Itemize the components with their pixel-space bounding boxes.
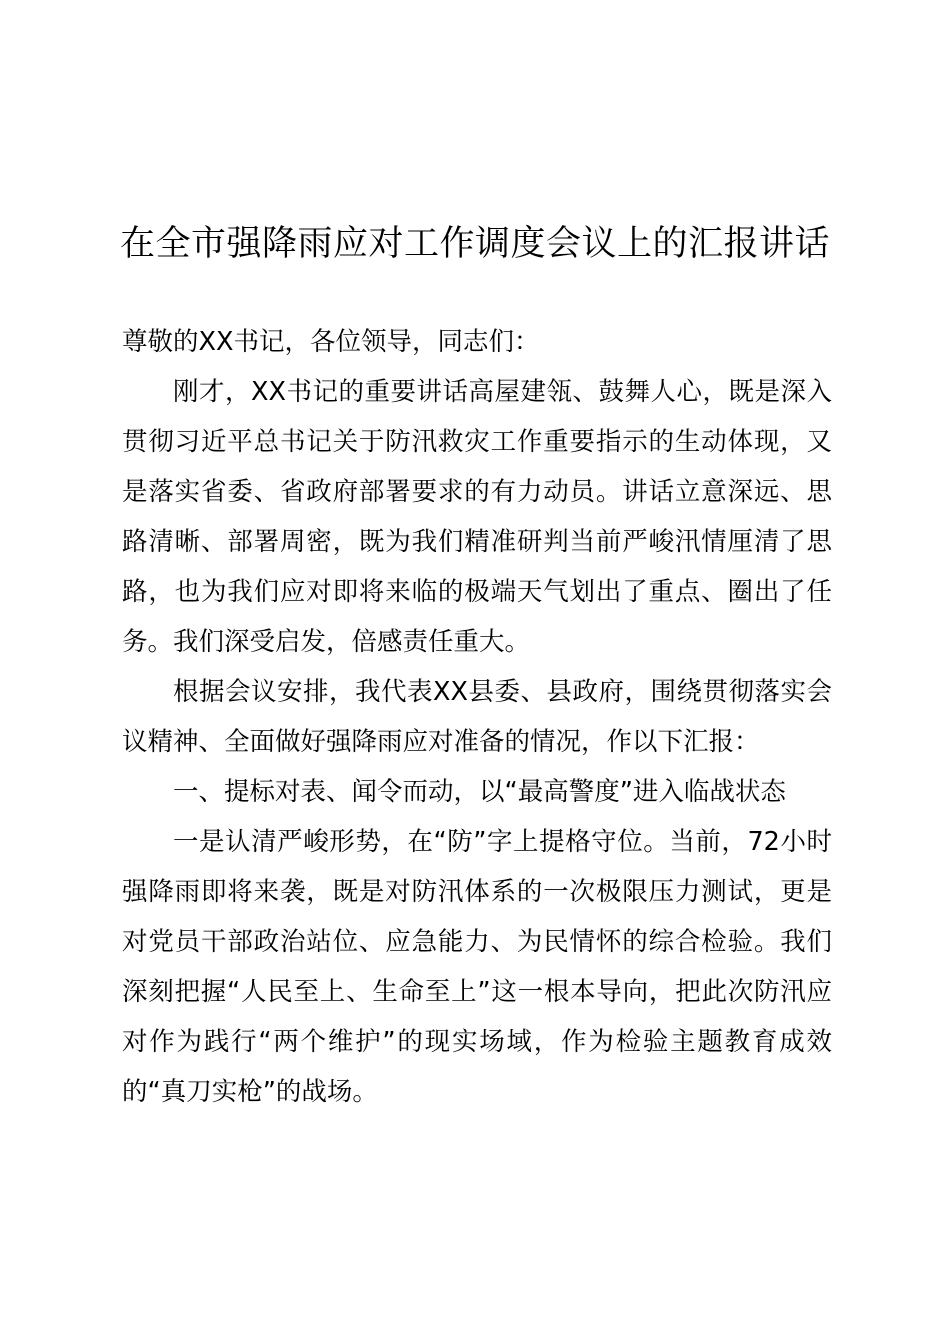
- document-body: [122, 317, 832, 1117]
- document-title: 在全市强降雨应对工作调度会议上的汇报讲话: [119, 224, 830, 264]
- section-heading-1: 一、提标对表、闻令而动，以“最高警度”进入临战状态: [173, 777, 786, 807]
- paragraph-opening: 刚才，XX书记的重要讲话高屋建瓴、鼓舞人心，既是深入贯彻习近平总书记关于防汛救灾工作重要指示的生动体现，又是落实省委、省政府部署要求的有力动员。讲话立意深远、思路清晰、部署周密，既为我们精准研判当前严峻汛情厘清了思路，也为我们应对即将来临的极端天气划出了重点、圈出了任务。我们深受启发，倍感责任重大。: [122, 377, 832, 657]
- paragraph-report-intro: 根据会议安排，我代表XX县委、县政府，围绕贯彻落实会议精神、全面做好强降雨应对准备的情况，作以下汇报：: [122, 677, 832, 757]
- paragraph-point-1: 一是认清严峻形势，在“防”字上提格守位。当前，72小时强降雨即将来袭，既是对防汛体系的一次极限压力测试，更是对党员干部政治站位、应急能力、为民情怀的综合检验。我们深刻把握“人民至上、生命至上”这一根本导向，把此次防汛应对作为践行“两个维护”的现实场域，作为检验主题教育成效的“真刀实枪”的战场。: [122, 827, 832, 1107]
- salutation: 尊敬的XX书记，各位领导，同志们：: [122, 327, 540, 357]
